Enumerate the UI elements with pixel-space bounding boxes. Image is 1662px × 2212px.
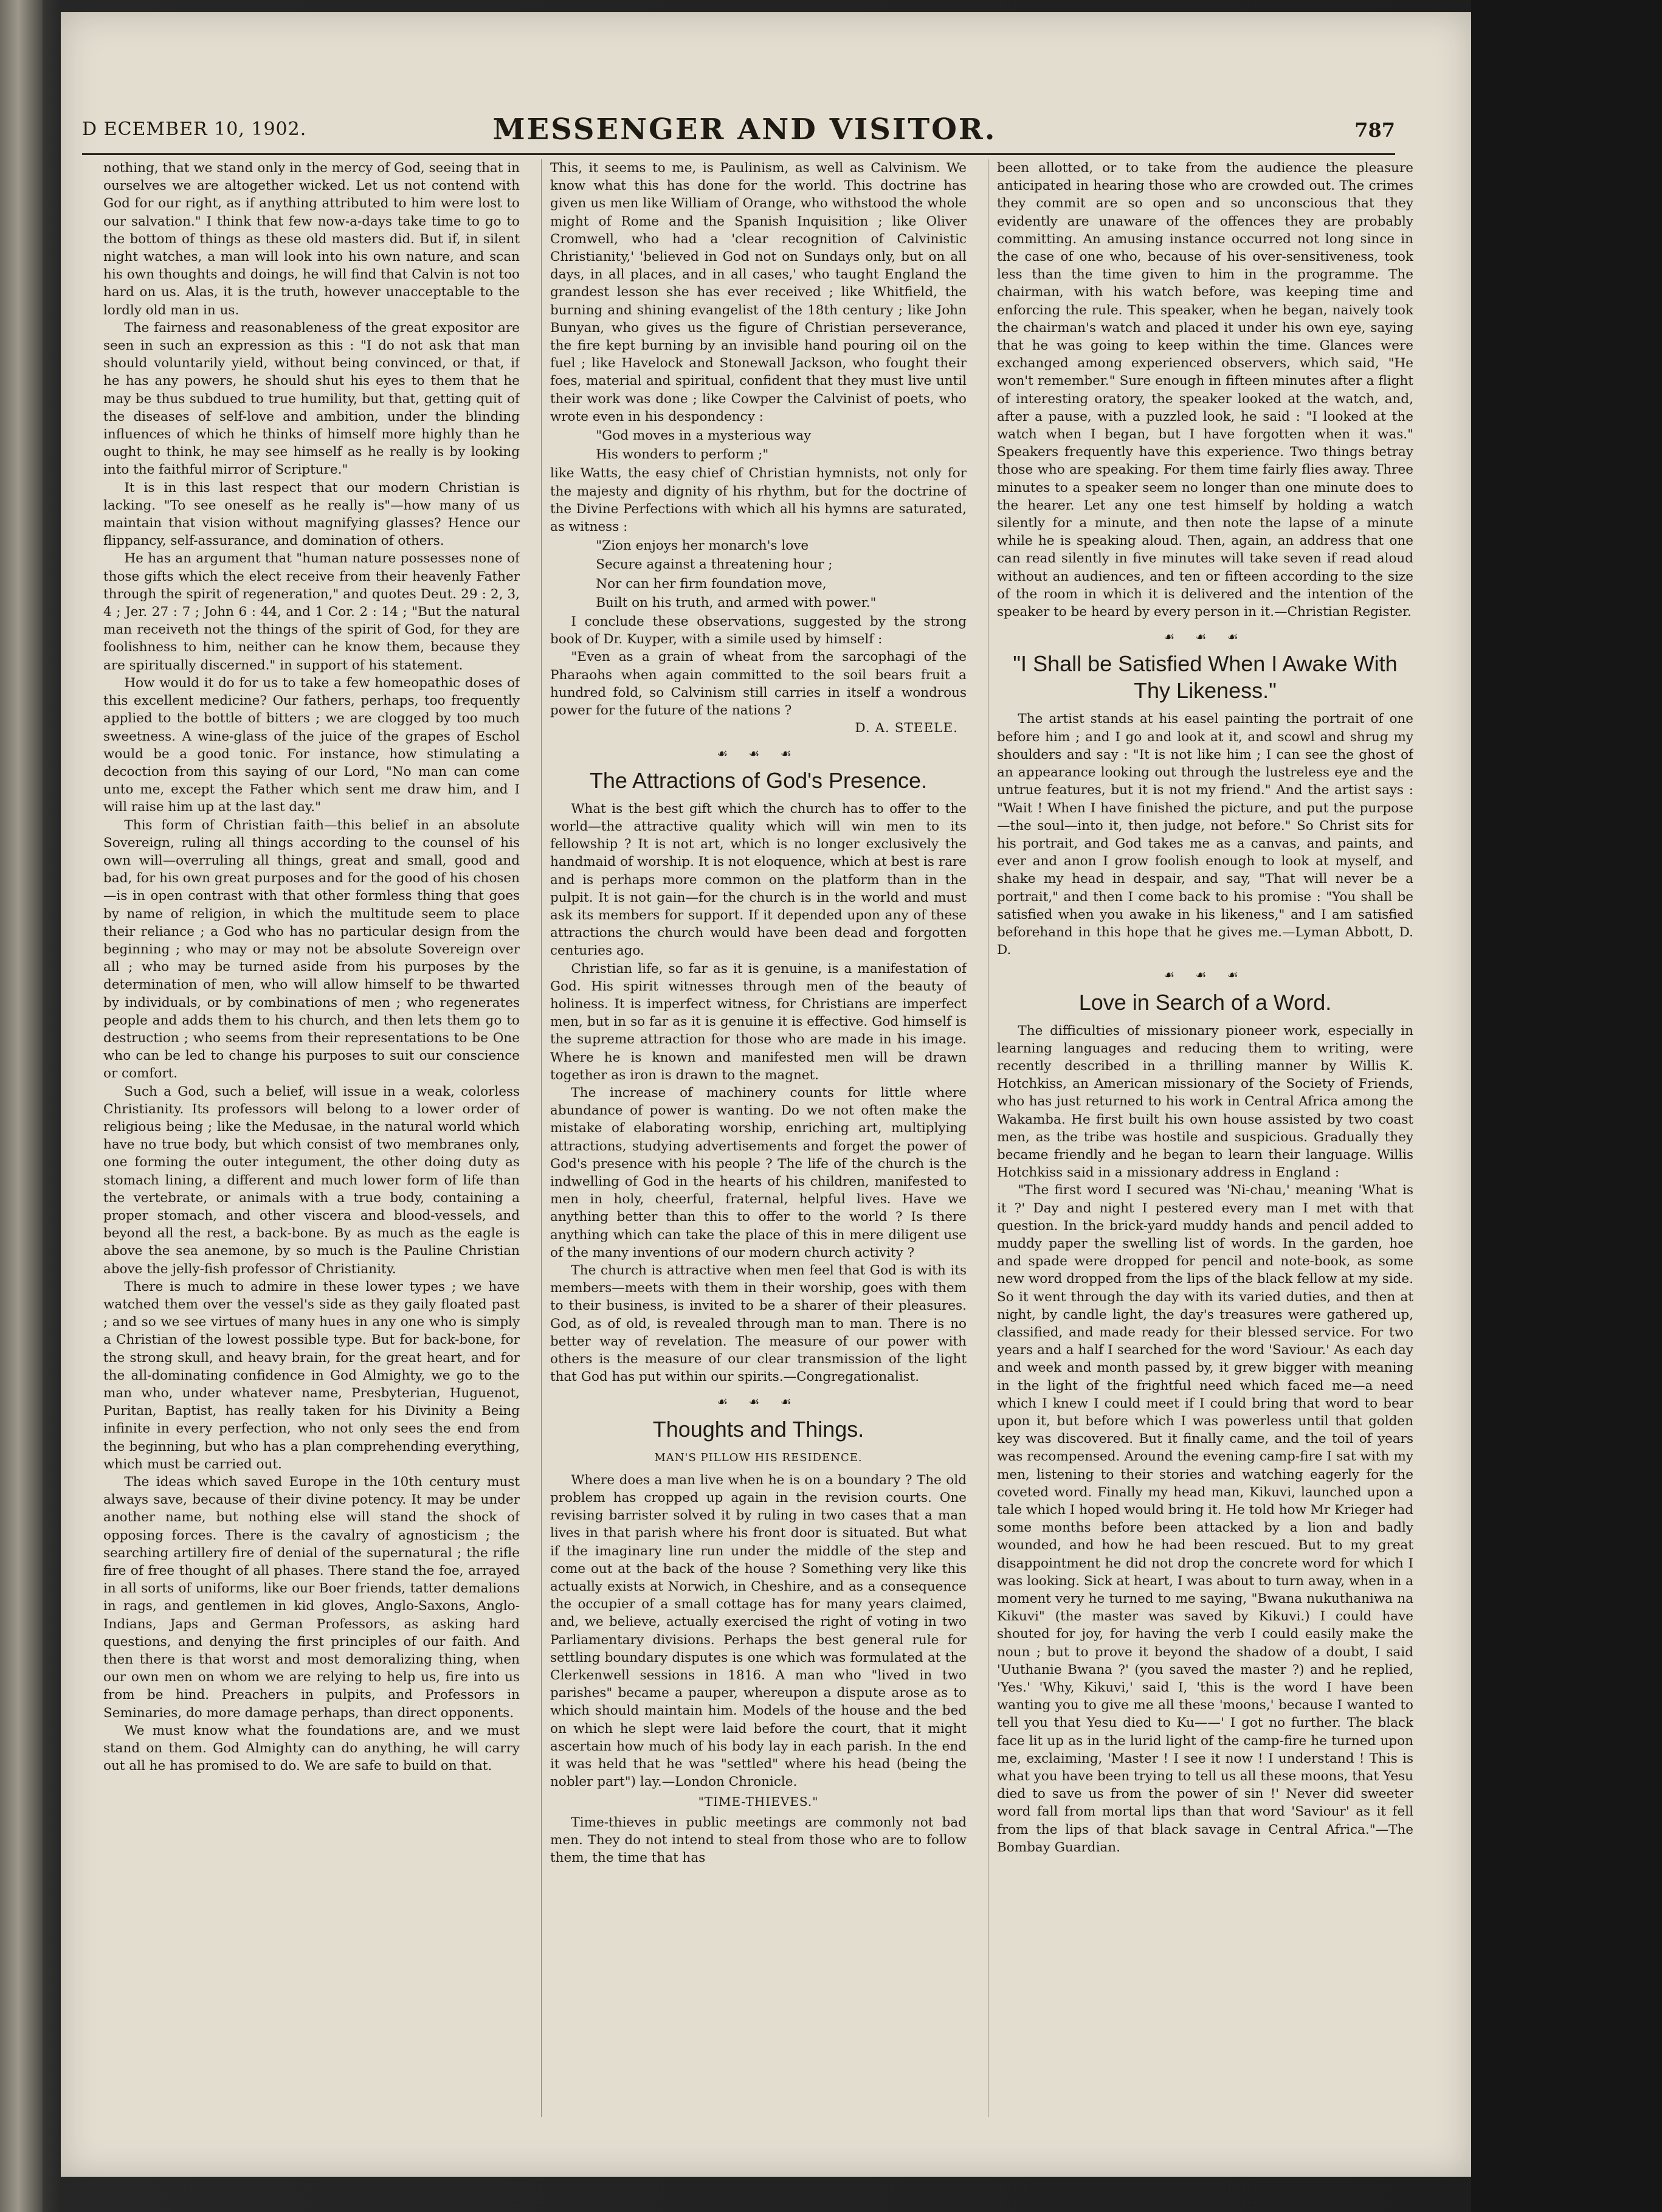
column-divider [541,159,542,2117]
article-title: "I Shall be Satisfied When I Awake With Thy Likeness." [1013,651,1398,703]
paragraph: "The first word I secured was 'Ni-chau,' meaning 'What is it ?' Day and night I pestered every man I met with that question. In the brick-yard muddy hands and pencil added to muddy paper the swelling list of words. In the garden, hoe and spade were dropped for pencil and note-book, as some new word dropped from the lips of the black fellow at my side. So it went through the day with its varied duties, and then at night, by candle light, the day's treasures were gathered up, classified, and made ready for their blessed service. For two years and a half I searched for the word 'Saviour.' As each day and week and month passed by, it grew bigger with meaning in the light of the frightful need which faced me—a need which I knew I could meet if I could bring that word to bear upon it, but before which I was powerless until that golden key was discovered. But it finally came, and the toil of years was recompensed. Around the evening camp-fire I sat with my men, listening to their stories and watching eagerly for the coveted word. Finally my head man, Kikuvi, launched upon a tale which I hoped would bring it. He told how Mr Krieger had some months before been attacked by a lion and badly wounded, and how he had been rescued. But to my great disappointment he did not drop the concrete word for which I was looking. Sick at heart, I was about to turn away, when in a moment very he turned to me saying, "Bwana nukuthaniwa na Kikuvi" (the master was saved by Kikuvi.) I could have shouted for joy, for having the verb I could easily make the noun ; but to prove it beyond the shadow of a doubt, I said 'Uuthanie Bwana ?' (you saved the master ?) and he replied, 'Yes.' 'Why, Kikuvi,' said I, 'this is the word I have been wanting you to give me all these 'moons,' because I wanted to tell you that Yesu died to Ku——' I got no further. The black face lit up as in the lurid light of the camp-fire he turned upon me, exclaiming, 'Master ! I see it now ! I understand ! This is what you have been trying to tell us all these moons, that Yesu died to save us from the power of sin !' Never did sweeter word fall from mortal lips than that word 'Saviour' as it fell from the lips of that black savage in Central Africa."—The Bombay Guardian. [997,1183,1413,1855]
previous-page-edge [0,0,43,2212]
article-subheading: "TIME-THIEVES." [698,1794,819,1809]
section-ornament: ☙ ☙ ☙ [717,745,800,761]
column-3 [997,159,1413,2141]
paragraph: What is the best gift which the church has to offer to the world—the attractive quality which will win men to its fellowship ? It is not art, which is no longer exclusively the handmaid of worship. It is not eloquence, which at best is rare and is perhaps more common on the platform than in the pulpit. It is not gain—for the church is in the world and must ask its members for support. If it depended upon any of these attractions the church would have been dead and forgotten centuries ago. [550,801,967,959]
article-title: Thoughts and Things. [652,1416,864,1442]
paragraph: I conclude these observations, suggested by the strong book of Dr. Kuyper, with a simile used by himself : [550,614,967,648]
paragraph: like Watts, the easy chief of Christian hymnists, not only for the majesty and dignity of his rhythm, but for the doctrine of the Divine Perfections with which all his hymns are saturated, as witness : [550,466,967,535]
paragraph: There is much to admire in these lower types ; we have watched them over the vessel's side as they gaily floated past ; and so we see virtues of many hues in any one who is simply a Christian of the lowest possible type. But for back-bone, for the strong skull, and heavy brain, for the great heart, and for the all-dominating confidence in God Almighty, we go to the man who, under whatever name, Presbyterian, Huguenot, Puritan, Baptist, has really taken for his Divinity a Being infinite in every perfection, who not only sees the end from the beginning, but who has a plan comprehending everything, which must be carried out. [103,1279,520,1472]
paragraph: The ideas which saved Europe in the 10th century must always save, because of their divine potency. It may be under another name, but nothing else will stand the shock of opposing forces. There is the cavalry of agnosticism ; the searching artillery fire of denial of the supernatural ; the rifle fire of free thought of all phases. There stand the foe, arrayed in all sorts of uniforms, like our Boer friends, tatter demalions in rags, and gentlemen in kid gloves, Anglo-Saxons, Anglo-Indians, Japs and German Professors, as asking hard questions, and denying the first principles of our faith. And then there is that worst and most demoralizing thing, when our own men on whom we are relying to help us, fire into us from be hind. Preachers in pulpits, and Professors in Seminaries, do more damage perhaps, than direct opponents. [103,1474,520,1721]
paragraph: How would it do for us to take a few homeopathic doses of this excellent medicine? Our fathers, perhaps, too frequently applied to the bottle of bitters ; we are clogged by too much sweetness. A wine-glass of the juice of the grapes of Eschol would be a good tonic. For instance, how stimulating a decoction from this saying of our Lord, "No man can come unto me, except the Father which sent me draw him, and I will raise him up at the last day." [103,675,520,815]
column-2 [550,159,967,2141]
verse-line: Secure against a threatening hour ; [596,557,833,573]
paragraph: This form of Christian faith—this belief in an absolute Sovereign, ruling all things according to the counsel of his own will—overruling all things, great and small, good and bad, for his own great purposes and for the good of his chosen—is in open contrast with that other formless thing that goes by name of religion, in which the multitude seem to place their reliance ; a God who has no particular design from the beginning ; who may or may not be absolute Sovereign over all ; who may be turned aside from his purposes by the determination of men, who will allow himself to be thwarted by individuals, or by combinations of men ; who regenerates people and adds them to his church, and then lets them go to destruction ; who seems from their representations to be One who can be led to change his purposes to suit our conscience or comfort. [103,817,520,1082]
paragraph: Time-thieves in public meetings are commonly not bad men. They do not intend to steal from those who are to follow them, the time that has [550,1814,967,1866]
paragraph: been allotted, or to take from the audience the pleasure anticipated in hearing those who are crowded out. The crimes they commit are so open and so unconscious that they evidently are unaware of the offences they are probably committing. An amusing instance occurred not long since in the case of one who, because of his over-sensitiveness, took less than the time given to him in the programme. The chairman, with his watch before, was keeping time and enforcing the rule. This speaker, when he began, naively took the chairman's watch and placed it under his own eye, saying that he was going to keep within the time. Glances were exchanged among experienced observers, which said, "He won't remember." Sure enough in fifteen minutes after a flight of interesting oratory, the speaker looked at the watch, and, after a pause, with a puzzled look, he said : "I looked at the watch when I began, but I have forgotten when it was." Speakers frequently have this experience. Two things betray those who are speaking. For them time fairly flies away. Three minutes to a speaker seem no longer than one minute does to the hearer. Let any one test himself by holding a watch silently for a minute, and then note the lapse of a minute while he is speaking aloud. Then, again, an address that one can read silently in five minutes will take seven if read aloud without an audiences, and ten or fifteen according to the size of the room in which it is delivered and the intention of the speaker to be heard by every person in it.—Christian Register. [997,161,1413,620]
paragraph: The difficulties of missionary pioneer work, especially in learning languages and reducing them to writing, were recently described in a thrilling manner by Willis K. Hotchkiss, an American missionary of the Society of Friends, who has just returned to his work in Central Africa among the Wakamba. He first built his own house assisted by two coast men, as the tribe was hostile and suspicious. Gradually they became friendly and he began to learn their language. Willis Hotchkiss said in a missionary address in England : [997,1023,1413,1181]
paragraph: It is in this last respect that our modern Christian is lacking. "To see oneself as he really is"—how many of us maintain that vision without magnifying glasses? Hence our flippancy, self-assurance, and domination of others. [103,480,520,549]
masthead [82,112,1395,155]
newspaper-title: MESSENGER AND VISITOR. [492,112,997,147]
verse-line: Built on his truth, and armed with power." [596,595,877,610]
paragraph: Such a God, such a belief, will issue in a weak, colorless Christianity. Its professors will belong to a lower order of religious being ; like the Medusae, in the natural world which have no true body, but which consist of two membranes only, one forming the outer integument, the other doing duty as stomach lining, a different and much lower form of life than the vertebrate, or animals with a true body, containing a proper stomach, and other viscera and blood-vessels, and beyond all the rest, a back-bone. By as much as the eagle is above the sea anemone, by so much is the Pauline Christian above the jelly-fish professor of Christianity. [103,1084,520,1277]
paragraph: This, it seems to me, is Paulinism, as well as Calvinism. We know what this has done for the world. This doctrine has given us men like William of Orange, who withstood the whole might of Rome and the Spanish Inquisition ; like Oliver Cromwell, who had a 'clear recognition of Calvinistic Christianity,' 'believed in God not on Sundays only, but on all days, in all places, and in all cases,' who taught England the grandest lesson she has ever received ; like Whitfield, the burning and shining evangelist of the 18th century ; like John Bunyan, who gives us the figure of Christian perseverance, the fire kept burning by an invisible hand pouring oil on the fuel ; like Havelock and Stonewall Jackson, who fought their foes, material and spiritual, confident that they must live until their work was done ; like Cowper the Calvinist of poets, who wrote even in his despondency : [550,161,967,424]
paragraph: He has an argument that "human nature possesses none of those gifts which the elect receive from their heavenly Father through the spirit of regeneration," and quotes Deut. 29 : 2, 3, 4 ; Jer. 27 : 7 ; John 6 : 44, and 1 Cor. 2 : 14 ; "But the natural man receiveth not the things of the spirit of God, for they are foolishness to him, neither can he know them, because they are spiritually discerned." in support of his statement. [103,551,520,673]
paragraph: The fairness and reasonableness of the great expositor are seen in such an expression as this : "I do not ask that man should voluntarily yield, without being convinced, or that, if he has any powers, he should shut his eyes to them that he may be thus subdued to true humility, but that, getting quit of the diseases of self-love and ambition, under the blinding influences of which he thinks of himself more highly than he ought to think, he may see himself as he really is by looking into the faithful mirror of Scripture." [103,320,520,478]
page-number: 787 [1354,119,1395,142]
paragraph: Christian life, so far as it is genuine, is a manifestation of God. His spirit witnesses through men of the beauty of holiness. It is imperfect witness, for Christians are imperfect men, but in so far as it is genuine it is effective. God himself is the supreme attraction for those who are made in his image. Where he is known and manifested men will be drawn together as iron is drawn to the magnet. [550,961,967,1083]
article-title: The Attractions of God's Presence. [589,767,928,793]
header-rule [82,153,1395,155]
article-subtitle: MAN'S PILLOW HIS RESIDENCE. [654,1451,863,1464]
article-title: Love in Search of a Word. [1078,989,1332,1015]
column-1 [103,159,520,2141]
verse-line: Nor can her firm foundation move, [596,576,827,592]
paragraph: We must know what the foundations are, and we must stand on them. God Almighty can do anything, he will carry out all he has promised to do. We are safe to build on that. [103,1723,520,1774]
paragraph: "Even as a grain of wheat from the sarcophagi of the Pharaohs when again committed to the soil bears fruit a hundred fold, so Calvinism still carries in itself a wondrous power for the future of the nations ? [550,649,967,719]
verse-line: His wonders to perform ;" [596,447,769,463]
section-ornament: ☙ ☙ ☙ [1164,967,1247,983]
issue-date: D ECEMBER 10, 1902. [82,119,307,140]
paragraph: Where does a man live when he is on a boundary ? The old problem has cropped up again in the revision courts. One revising barrister solved it by ruling in two cases that a man lives in that parish where his front door is situated. But what if the imaginary line run under the middle of the step and come out at the back of the house ? Something very like this actually exists at Norwich, in Cheshire, and as a consequence the occupier of a small cottage has for many years claimed, and, we believe, actually exercised the right of voting in two Parliamentary divisions. Perhaps the best general rule for settling boundary disputes is one which was formulated at the Clerkenwell sessions in 1816. A man who "lived in two parishes" became a pauper, whereupon a dispute arose as to which should maintain him. Models of the house and the bed on which he slept were laid before the court, that it might ascertain how much of his body lay in each parish. In the end it was held that he was "settled" where his head (being the nobler part") lay.—London Chronicle. [550,1472,967,1790]
paragraph: nothing, that we stand only in the mercy of God, seeing that in ourselves we are altogether wicked. Let us not contend with God for our right, as if anything attributed to him were lost to our salvation." I think that few now-a-days take time to go to the bottom of things as these old masters did. But if, in silent night watches, a man will look into his own nature, and scan his own thoughts and doings, he will find that Calvin is not too hard on us. Alas, it is the truth, however unacceptable to the lordly old man in us. [103,161,520,318]
section-ornament: ☙ ☙ ☙ [1164,629,1247,645]
verse-line: "God moves in a mysterious way [596,428,812,444]
dark-margin [1471,0,1662,2212]
verse-line: "Zion enjoys her monarch's love [596,538,809,554]
paragraph: The artist stands at his easel painting the portrait of one before him ; and I go and look at it, and scowl and shrug my shoulders and say : "It is not like him ; I can see the ghost of an appearance looking out through the lustreless eye and the untrue features, but it is not my friend." And the artist says : "Wait ! When I have finished the picture, and put the purpose—the soul—into it, then judge, not before." So Christ sits for his portrait, and God takes me as a canvas, and paints, and ever and anon I grow foolish enough to look at myself, and shake my head in despair, and say, "That will never be a portrait," and then I come back to his promise : "You shall be satisfied when you awake in his likeness," and I am satisfied beforehand in this hope that he gives me.—Lyman Abbott, D. D. [997,711,1413,958]
paragraph: The church is attractive when men feel that God is with its members—meets with them in their worship, goes with them to their business, is invited to be a sharer of their pleasures. God, as of old, is revealed through man to man. There is no better way of revelation. The measure of our power with others is the measure of our clear transmission of the light that God has put within our spirits.—Congregationalist. [550,1262,967,1385]
author-signature: D. A. STEELE. [855,721,958,736]
section-ornament: ☙ ☙ ☙ [717,1394,800,1409]
paragraph: The increase of machinery counts for little where abundance of power is wanting. Do we not often make the mistake of elaborating worship, enriching art, multiplying attractions, studying advertisements and forget the power of God's presence with his people ? The life of the church is the indwelling of God in the hearts of his children, manifested to men in holy, cheerful, fraternal, helpful lives. Have we anything better than this to offer to the world ? Is there anything which can take the place of this in mere diligent use of the many inventions of our modern church activity ? [550,1085,967,1260]
